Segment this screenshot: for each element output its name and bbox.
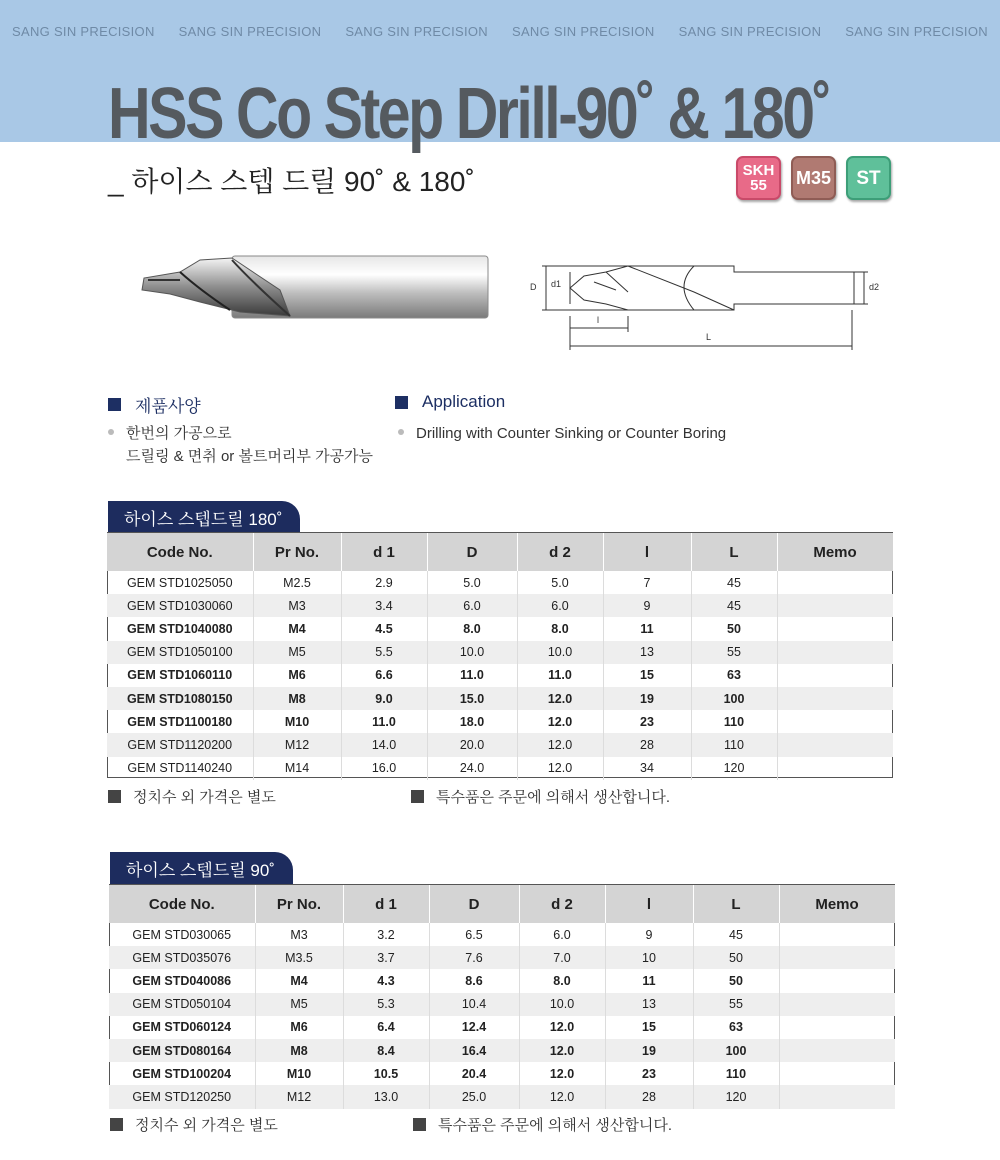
- cell-l: 55: [693, 993, 779, 1016]
- cell-l: 28: [605, 1085, 693, 1108]
- cell-pr: M10: [255, 1062, 343, 1085]
- table-row: [109, 993, 895, 1016]
- note-custom: [413, 1114, 672, 1135]
- cell-l: 110: [693, 1062, 779, 1085]
- cell-code: GEM STD1060110: [107, 664, 253, 687]
- column-header: Memo: [779, 885, 895, 923]
- cell-l: 13: [605, 993, 693, 1016]
- cell-d1: 3.7: [343, 946, 429, 969]
- table-row: [109, 1016, 895, 1039]
- cell-d1: 10.5: [343, 1062, 429, 1085]
- drawing-label-l: l: [597, 315, 599, 325]
- cell-l: 28: [603, 733, 691, 756]
- table-90-frame: [109, 884, 895, 1106]
- table-row: [107, 641, 893, 664]
- cell-d1: 6.4: [343, 1016, 429, 1039]
- cell-d1: 4.5: [341, 617, 427, 640]
- cell-pr: M12: [253, 733, 341, 756]
- note-price: [108, 786, 276, 807]
- column-header: L: [691, 533, 777, 571]
- heading-square-icon: [108, 398, 121, 411]
- cell-pr: M10: [253, 710, 341, 733]
- cell-l: 13: [603, 641, 691, 664]
- heading-square-icon: [395, 396, 408, 409]
- table-row: [109, 969, 895, 992]
- cell-l: 23: [603, 710, 691, 733]
- cell-l: 7: [603, 571, 691, 594]
- cell-memo: [779, 1085, 895, 1108]
- application-line-1: Drilling with Counter Sinking or Counter Boring: [416, 425, 727, 442]
- cell-memo: [777, 687, 893, 710]
- cell-l: 19: [605, 1039, 693, 1062]
- cell-l: 50: [693, 946, 779, 969]
- cell-l: 23: [605, 1062, 693, 1085]
- table-body: [109, 923, 895, 1109]
- cell-d2: 12.0: [519, 1039, 605, 1062]
- column-header: l: [605, 885, 693, 923]
- cell-d2: 5.0: [517, 571, 603, 594]
- note-square-icon: [110, 1118, 123, 1131]
- brand-text: SANG SIN PRECISION: [178, 24, 322, 39]
- table-row: [107, 757, 893, 780]
- cell-l: 11: [605, 969, 693, 992]
- column-header: d 1: [341, 533, 427, 571]
- table-row: [107, 710, 893, 733]
- cell-memo: [777, 733, 893, 756]
- cell-d2: 12.0: [519, 1062, 605, 1085]
- cell-l: 110: [691, 733, 777, 756]
- table-row: [109, 1085, 895, 1108]
- table-180-label: 하이스 스텝드릴 180˚: [108, 501, 300, 534]
- cell-pr: M2.5: [253, 571, 341, 594]
- table-header-row: [109, 885, 895, 923]
- cell-d2: 7.0: [519, 946, 605, 969]
- cell-l: 55: [691, 641, 777, 664]
- cell-code: GEM STD1025050: [107, 571, 253, 594]
- note-custom-text: 특수품은 주문에 의해서 생산합니다.: [438, 1117, 673, 1134]
- column-header: D: [429, 885, 519, 923]
- cell-d2: 12.0: [519, 1085, 605, 1108]
- cell-l: 9: [603, 594, 691, 617]
- badge-text: ST: [856, 167, 881, 189]
- column-header: L: [693, 885, 779, 923]
- spec-line-2: 드릴링 & 면취 or 볼트머리부 가공가능: [126, 448, 374, 465]
- cell-pr: M3: [255, 923, 343, 946]
- column-header: Code No.: [109, 885, 255, 923]
- cell-l: 120: [691, 757, 777, 780]
- cell-d2: 8.0: [517, 617, 603, 640]
- cell-l: 63: [691, 664, 777, 687]
- cell-d2: 10.0: [517, 641, 603, 664]
- column-header: Code No.: [107, 533, 253, 571]
- cell-d: 10.0: [427, 641, 517, 664]
- note-square-icon: [413, 1118, 426, 1131]
- brand-row: [0, 24, 1000, 39]
- cell-memo: [777, 710, 893, 733]
- cell-d1: 2.9: [341, 571, 427, 594]
- table-row: [107, 733, 893, 756]
- note-square-icon: [108, 790, 121, 803]
- cell-code: GEM STD1140240: [107, 757, 253, 780]
- badge-subtext: 55: [750, 177, 767, 194]
- cell-d2: 10.0: [519, 993, 605, 1016]
- cell-l: 19: [603, 687, 691, 710]
- cell-d: 6.0: [427, 594, 517, 617]
- cell-code: GEM STD100204: [109, 1062, 255, 1085]
- brand-text: SANG SIN PRECISION: [345, 24, 488, 39]
- cell-d2: 11.0: [517, 664, 603, 687]
- cell-d: 18.0: [427, 710, 517, 733]
- cell-code: GEM STD1050100: [107, 641, 253, 664]
- cell-pr: M4: [255, 969, 343, 992]
- application-heading: [395, 392, 505, 412]
- m35-badge: [791, 156, 836, 200]
- cell-pr: M5: [255, 993, 343, 1016]
- cell-l: 100: [693, 1039, 779, 1062]
- note-price-text: 정치수 외 가격은 별도: [133, 789, 276, 806]
- cell-d1: 5.3: [343, 993, 429, 1016]
- cell-memo: [779, 993, 895, 1016]
- cell-d2: 12.0: [517, 757, 603, 780]
- page-title: HSS Co Step Drill-90˚ & 180˚: [108, 74, 830, 154]
- spec-heading: [108, 392, 201, 417]
- table-row: [107, 571, 893, 594]
- table-row: [109, 1039, 895, 1062]
- table-row: [109, 923, 895, 946]
- cell-l: 110: [691, 710, 777, 733]
- cell-memo: [779, 946, 895, 969]
- cell-memo: [777, 664, 893, 687]
- cell-l: 50: [691, 617, 777, 640]
- cell-pr: M5: [253, 641, 341, 664]
- cell-memo: [777, 594, 893, 617]
- cell-l: 45: [691, 571, 777, 594]
- cell-d1: 3.2: [343, 923, 429, 946]
- cell-d1: 11.0: [341, 710, 427, 733]
- cell-memo: [779, 923, 895, 946]
- bullet-dot-icon: [398, 429, 404, 435]
- cell-pr: M12: [255, 1085, 343, 1108]
- column-header: Pr No.: [253, 533, 341, 571]
- cell-pr: M6: [255, 1016, 343, 1039]
- cell-code: GEM STD1120200: [107, 733, 253, 756]
- cell-l: 9: [605, 923, 693, 946]
- cell-d2: 12.0: [519, 1016, 605, 1039]
- cell-d1: 5.5: [341, 641, 427, 664]
- cell-d: 20.4: [429, 1062, 519, 1085]
- cell-d: 5.0: [427, 571, 517, 594]
- cell-code: GEM STD080164: [109, 1039, 255, 1062]
- cell-l: 11: [603, 617, 691, 640]
- note-custom-text: 특수품은 주문에 의해서 생산합니다.: [436, 789, 671, 806]
- bullet-dot-icon: [108, 429, 114, 435]
- cell-l: 34: [603, 757, 691, 780]
- spec-heading-text: 제품사양: [135, 397, 201, 416]
- cell-memo: [777, 617, 893, 640]
- table-90-label: 하이스 스텝드릴 90˚: [110, 852, 293, 885]
- column-header: l: [603, 533, 691, 571]
- application-heading-text: Application: [422, 392, 506, 411]
- cell-l: 15: [605, 1016, 693, 1039]
- cell-d2: 12.0: [517, 710, 603, 733]
- cell-d: 12.4: [429, 1016, 519, 1039]
- cell-l: 45: [693, 923, 779, 946]
- cell-d: 20.0: [427, 733, 517, 756]
- cell-d2: 6.0: [519, 923, 605, 946]
- page-subtitle: _ 하이스 스텝 드릴 90˚ & 180˚: [108, 166, 475, 197]
- cell-memo: [779, 1039, 895, 1062]
- column-header: d 2: [519, 885, 605, 923]
- note-price: [110, 1114, 278, 1135]
- cell-d2: 6.0: [517, 594, 603, 617]
- cell-d1: 16.0: [341, 757, 427, 780]
- cell-d2: 12.0: [517, 733, 603, 756]
- drawing-label-d1: d1: [551, 279, 562, 289]
- cell-memo: [777, 757, 893, 780]
- column-header: Memo: [777, 533, 893, 571]
- cell-memo: [777, 641, 893, 664]
- cell-d: 11.0: [427, 664, 517, 687]
- note-price-text: 정치수 외 가격은 별도: [135, 1117, 278, 1134]
- column-header: D: [427, 533, 517, 571]
- st-badge: [846, 156, 891, 200]
- cell-d: 10.4: [429, 993, 519, 1016]
- cell-code: GEM STD050104: [109, 993, 255, 1016]
- drawing-label-d2: d2: [869, 282, 880, 292]
- cell-l: 10: [605, 946, 693, 969]
- cell-d1: 14.0: [341, 733, 427, 756]
- cell-d1: 9.0: [341, 687, 427, 710]
- badge-text: SKH: [742, 162, 775, 179]
- cell-pr: M14: [253, 757, 341, 780]
- table-row: [109, 946, 895, 969]
- drawing-label-D: D: [530, 282, 537, 292]
- cell-memo: [779, 1016, 895, 1039]
- cell-l: 45: [691, 594, 777, 617]
- table-row: [107, 664, 893, 687]
- cell-pr: M8: [255, 1039, 343, 1062]
- table-row: [107, 594, 893, 617]
- cell-l: 100: [691, 687, 777, 710]
- cell-code: GEM STD035076: [109, 946, 255, 969]
- note-square-icon: [411, 790, 424, 803]
- cell-code: GEM STD120250: [109, 1085, 255, 1108]
- table-row: [107, 687, 893, 710]
- cell-code: GEM STD030065: [109, 923, 255, 946]
- cell-d2: 8.0: [519, 969, 605, 992]
- table-row: [109, 1062, 895, 1085]
- cell-code: GEM STD1080150: [107, 687, 253, 710]
- step-drill-drawing: [524, 246, 880, 354]
- cell-code: GEM STD1100180: [107, 710, 253, 733]
- cell-d1: 13.0: [343, 1085, 429, 1108]
- cell-d: 8.6: [429, 969, 519, 992]
- cell-memo: [779, 1062, 895, 1085]
- cell-code: GEM STD060124: [109, 1016, 255, 1039]
- cell-d2: 12.0: [517, 687, 603, 710]
- column-header: Pr No.: [255, 885, 343, 923]
- cell-d: 16.4: [429, 1039, 519, 1062]
- column-header: d 2: [517, 533, 603, 571]
- cell-pr: M6: [253, 664, 341, 687]
- drawing-label-L: L: [706, 332, 712, 342]
- cell-d: 25.0: [429, 1085, 519, 1108]
- table-header-row: [107, 533, 893, 571]
- spec-line-1: 한번의 가공으로: [126, 425, 232, 442]
- cell-d1: 8.4: [343, 1039, 429, 1062]
- table-90: [109, 885, 896, 1109]
- application-description: [398, 422, 726, 445]
- cell-l: 120: [693, 1085, 779, 1108]
- cell-d: 15.0: [427, 687, 517, 710]
- spec-description: [108, 422, 373, 468]
- material-badges: [736, 156, 891, 200]
- cell-d: 8.0: [427, 617, 517, 640]
- cell-l: 50: [693, 969, 779, 992]
- table-row: [107, 617, 893, 640]
- cell-d: 24.0: [427, 757, 517, 780]
- cell-code: GEM STD040086: [109, 969, 255, 992]
- step-drill-photo: [140, 250, 490, 322]
- cell-memo: [777, 571, 893, 594]
- cell-d: 6.5: [429, 923, 519, 946]
- table-180-frame: [107, 532, 893, 778]
- table-body: [107, 571, 893, 780]
- skh55-badge: [736, 156, 781, 200]
- badge-text: M35: [795, 168, 831, 188]
- brand-text: SANG SIN PRECISION: [845, 24, 988, 39]
- cell-d1: 3.4: [341, 594, 427, 617]
- cell-l: 15: [603, 664, 691, 687]
- cell-code: GEM STD1030060: [107, 594, 253, 617]
- brand-text: SANG SIN PRECISION: [678, 24, 822, 39]
- note-custom: [411, 786, 670, 807]
- column-header: d 1: [343, 885, 429, 923]
- table-180: [107, 533, 894, 780]
- cell-pr: M4: [253, 617, 341, 640]
- cell-l: 63: [693, 1016, 779, 1039]
- cell-pr: M8: [253, 687, 341, 710]
- cell-pr: M3.5: [255, 946, 343, 969]
- cell-d1: 4.3: [343, 969, 429, 992]
- brand-text: SANG SIN PRECISION: [12, 24, 155, 39]
- cell-d: 7.6: [429, 946, 519, 969]
- cell-d1: 6.6: [341, 664, 427, 687]
- brand-text: SANG SIN PRECISION: [511, 24, 655, 39]
- cell-pr: M3: [253, 594, 341, 617]
- cell-code: GEM STD1040080: [107, 617, 253, 640]
- cell-memo: [779, 969, 895, 992]
